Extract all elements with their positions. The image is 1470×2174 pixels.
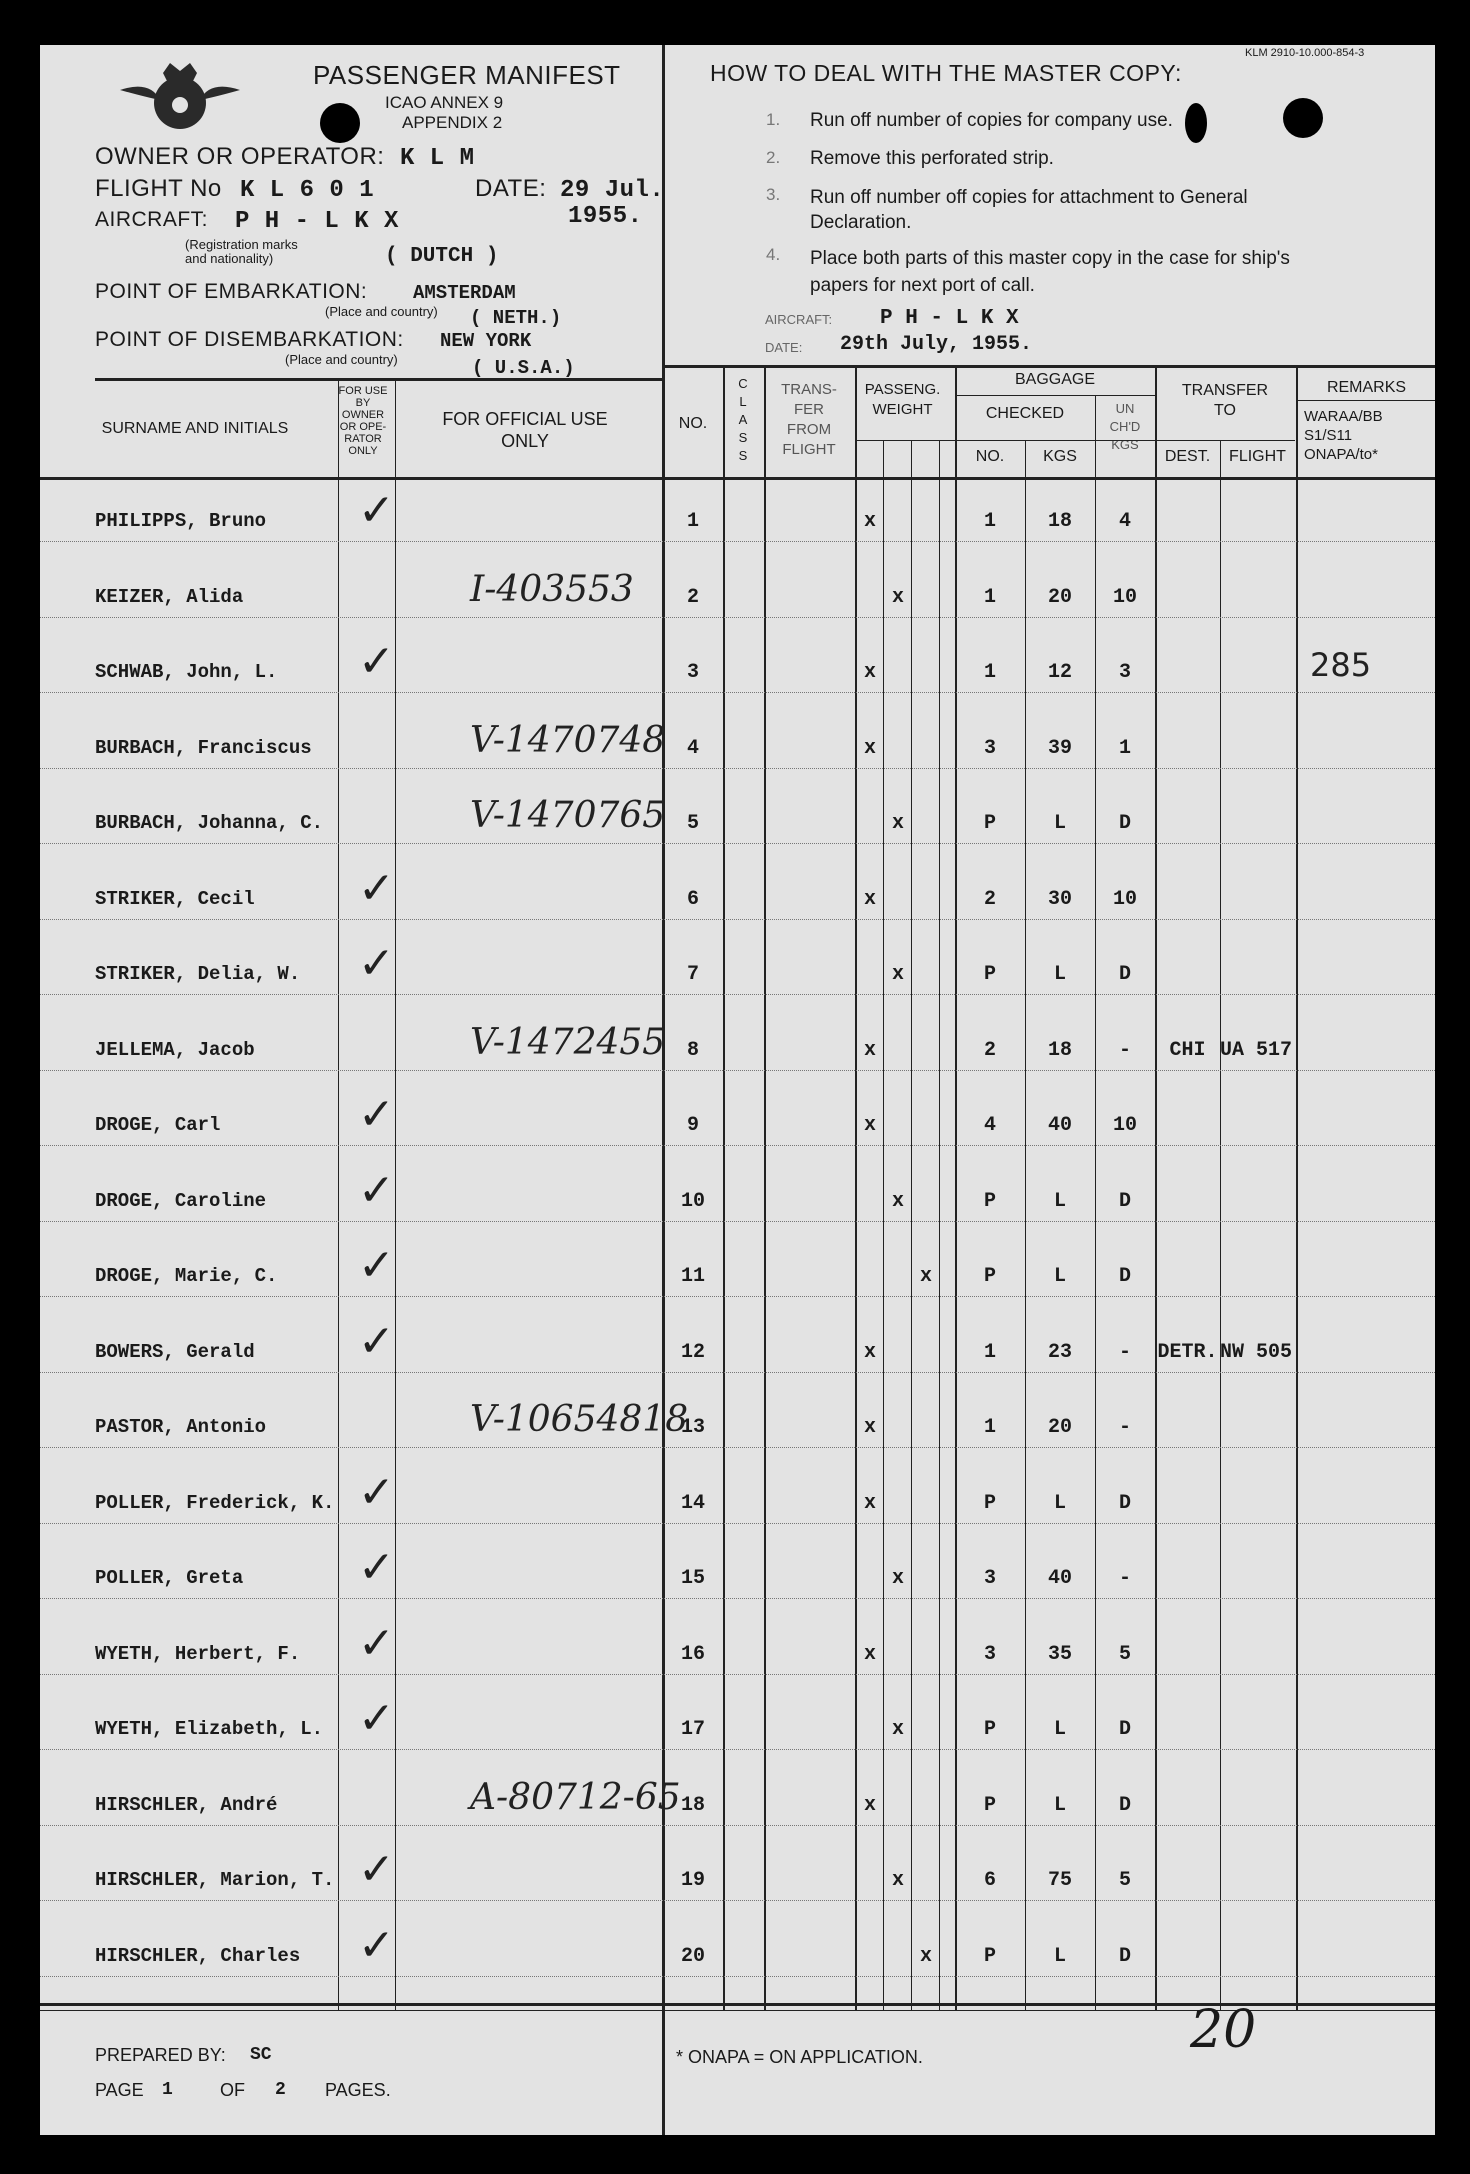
bag-count: P [983,1491,996,1515]
passenger-no: 14 [680,1491,705,1515]
unchecked-kgs: - [1118,1340,1131,1364]
bag-count: P [983,963,996,986]
passenger-no: 20 [680,1944,705,1968]
col-checked: CHECKED [985,405,1065,422]
check-mark-icon: ✓ [358,1693,395,1744]
check-mark-icon: ✓ [358,1919,395,1971]
bag-count: 1 [983,1340,996,1364]
weight-mark: x [863,1038,876,1062]
unchecked-kgs: D [1118,1793,1131,1817]
transfer-dest: CHI [1169,1038,1206,1062]
strip-aircraft-value: P H - L K X [880,307,1019,330]
punch-hole [320,103,360,143]
bag-kgs: L [1053,1718,1066,1741]
row-rule [40,994,1435,995]
passenger-name: BOWERS, Gerald [95,1340,255,1363]
weight-mark: x [863,1642,876,1666]
official-number: I-403553 [470,568,634,610]
passenger-no: 17 [680,1718,705,1741]
transfer-flight: NW 505 [1220,1340,1293,1364]
col-remarks: REMARKS [1326,379,1407,396]
instruction-number: 3. [766,185,781,204]
unchecked-kgs: D [1118,812,1131,835]
column-line [1296,365,1298,2010]
col-flight: FLIGHT [1229,448,1286,465]
bag-count: 1 [983,661,996,684]
unchecked-kgs: - [1118,1567,1131,1590]
column-line [1220,440,1221,2010]
row-rule [40,919,1435,920]
passenger-name: DROGE, Marie, C. [95,1265,278,1287]
weight-mark: x [863,1114,876,1137]
bag-kgs: 75 [1047,1869,1072,1892]
unchecked-kgs: 3 [1118,661,1131,684]
date-year: 1955. [568,203,643,230]
weight-mark: x [863,1340,876,1364]
row-rule [40,1674,1435,1675]
remark-value: 285 [1310,646,1372,684]
bag-kgs: 20 [1047,585,1072,609]
row-rule [40,617,1435,618]
check-mark-icon: ✓ [358,485,395,536]
unchecked-kgs: D [1118,1944,1131,1968]
weight-mark: x [891,1567,904,1590]
onapa-note: * ONAPA = ON APPLICATION. [676,2047,923,2067]
passenger-name: HIRSCHLER, Charles [95,1944,301,1967]
flight-label: FLIGHT No [95,175,222,202]
manifest-title: PASSENGER MANIFEST [313,60,621,90]
header-rule [95,378,663,381]
passenger-name: KEIZER, Alida [95,585,244,608]
appendix-label: APPENDIX 2 [402,113,503,132]
weight-mark: x [891,1869,904,1892]
passenger-name: JELLEMA, Jacob [95,1038,255,1061]
weight-mark: x [863,736,876,760]
bag-count: P [983,1793,996,1817]
row-rule [40,1900,1435,1901]
bag-count: 4 [983,1114,996,1137]
passenger-no: 12 [680,1340,705,1364]
bag-kgs: 20 [1047,1416,1072,1439]
passenger-no: 10 [680,1189,705,1213]
date-label: DATE: [475,175,547,202]
baggage-subrule [955,395,1155,396]
strip-aircraft-label: AIRCRAFT: [765,312,833,327]
bag-kgs: L [1053,1491,1066,1515]
column-line [955,365,957,2010]
weight-mark: x [863,661,876,684]
bag-count: 6 [983,1869,996,1892]
col-baggage: BAGGAGE [1014,371,1096,388]
instruction-text: Remove this perforated strip. [810,148,1054,169]
passenger-no: 15 [680,1567,705,1590]
bag-count: 2 [983,1038,996,1062]
passenger-no: 1 [686,510,699,533]
bag-kgs: L [1053,812,1066,835]
unchecked-kgs: D [1118,1189,1131,1213]
row-rule [40,1145,1435,1146]
bag-kgs: 18 [1047,510,1072,533]
instruction-number: 4. [766,245,781,264]
weight-mark: x [891,963,904,986]
passenger-no: 19 [680,1869,705,1892]
col-official: FOR OFFICIAL USE ONLY [442,409,608,451]
col-passeng-weight: PASSENG. WEIGHT [864,381,941,418]
prepared-value: SC [250,2045,272,2065]
unchecked-kgs: 5 [1118,1869,1131,1892]
transfer-subrule [1155,440,1295,441]
official-number: V-1470765 [470,795,666,836]
handwritten-total: 20 [1190,2000,1257,2060]
check-mark-icon: ✓ [358,1089,395,1140]
row-rule [40,1598,1435,1599]
passenger-no: 6 [686,887,699,911]
official-number: V-10654818 [470,1399,689,1440]
passenger-name: POLLER, Greta [95,1567,244,1589]
passenger-no: 5 [686,812,699,835]
embark-country: ( NETH.) [470,307,562,329]
baggage-subrule [855,440,1155,441]
bag-kgs: 35 [1047,1642,1072,1666]
check-mark-icon: ✓ [358,1542,395,1593]
bag-kgs: L [1053,1944,1066,1968]
row-rule [40,843,1435,844]
page-number: 1 [162,2080,173,2100]
unchecked-kgs: 10 [1112,1114,1137,1137]
aircraft-value: P H - L K X [235,208,399,235]
check-mark-icon: ✓ [358,1617,395,1669]
strip-date-value: 29th July, 1955. [840,333,1033,356]
unchecked-kgs: D [1118,963,1131,986]
passenger-no: 16 [680,1642,705,1666]
bag-kgs: L [1053,1793,1066,1817]
col-surname: SURNAME AND INITIALS [101,420,289,437]
passenger-name: POLLER, Frederick, K. [95,1491,335,1514]
aircraft-label: AIRCRAFT: [95,208,209,231]
official-number: A-80712-65 [470,1776,681,1818]
manifest-sheet [40,45,1435,2135]
weight-mark: x [891,585,904,609]
weight-mark: x [863,1793,876,1817]
col-bag-no: NO. [975,448,1005,465]
pages-label: PAGES. [325,2080,391,2100]
header-rule [662,365,1435,368]
col-dest: DEST. [1164,448,1211,465]
date-value: 29 Jul. [560,177,665,204]
strip-date-label: DATE: [765,340,803,355]
passenger-name: HIRSCHLER, André [95,1793,278,1816]
weight-mark: x [919,1944,932,1968]
form-code: KLM 2910-10.000-854-3 [1245,47,1365,59]
column-line [395,380,396,2010]
passenger-no: 18 [680,1793,705,1817]
bag-count: 2 [983,887,996,911]
bag-kgs: 39 [1047,736,1072,760]
bag-count: P [983,1189,996,1213]
disembark-country: ( U.S.A.) [472,357,575,379]
embark-place-note: (Place and country) [325,304,438,319]
bag-kgs: 12 [1047,661,1072,684]
bag-count: 1 [983,510,996,533]
bag-kgs: 18 [1047,1038,1072,1062]
row-rule [40,1976,1435,1977]
passenger-name: PHILIPPS, Bruno [95,510,267,532]
passenger-name: SCHWAB, John, L. [95,661,278,683]
row-rule [40,1372,1435,1373]
passenger-name: STRIKER, Cecil [95,887,255,910]
embark-label: POINT OF EMBARKATION: [95,280,368,303]
column-header-rule [40,477,1435,480]
nationality-value: ( DUTCH ) [385,245,499,268]
unchecked-kgs: 1 [1118,736,1131,760]
unchecked-kgs: D [1118,1718,1131,1741]
row-rule [40,1825,1435,1826]
passenger-name: STRIKER, Delia, W. [95,963,301,985]
col-no: NO. [678,415,708,432]
page-total: 2 [275,2080,286,2100]
owner-value: K L M [400,145,475,172]
passenger-name: BURBACH, Johanna, C. [95,812,324,834]
passenger-name: HIRSCHLER, Marion, T. [95,1869,335,1891]
of-label: OF [220,2080,245,2100]
transfer-flight: UA 517 [1220,1038,1293,1062]
weight-mark: x [863,1416,876,1439]
unchecked-kgs: - [1118,1038,1131,1062]
col-unchecked: UN CH'D KGS [1109,401,1141,452]
column-line [1155,365,1157,2010]
official-number: V-1470748 [470,719,666,761]
unchecked-kgs: 10 [1112,887,1137,911]
disembark-label: POINT OF DISEMBARKATION: [95,328,404,351]
bag-count: P [983,1718,996,1741]
row-rule [40,1070,1435,1071]
punch-hole [1283,98,1323,138]
column-line [911,440,912,2010]
check-mark-icon: ✓ [358,938,395,989]
passenger-no: 3 [686,661,699,684]
col-transfer-from: TRANS- FER FROM FLIGHT [781,381,837,458]
punch-hole [1185,103,1207,143]
bag-count: P [983,1944,996,1968]
instruction-text: Place both parts of this master copy in the case for ship's papers for next port of call. [810,248,1290,296]
bag-count: 1 [983,1416,996,1439]
instructions-title: HOW TO DEAL WITH THE MASTER COPY: [710,60,1182,86]
bag-count: P [983,1265,996,1288]
passenger-no: 2 [686,585,699,609]
klm-crown-logo [115,55,245,135]
unchecked-kgs: - [1118,1416,1131,1439]
weight-mark: x [919,1265,932,1288]
weight-mark: x [891,1718,904,1741]
bag-count: P [983,812,996,835]
transfer-dest: DETR. [1157,1340,1218,1364]
column-line [764,365,766,2010]
check-mark-icon: ✓ [358,1844,395,1895]
check-mark-icon: ✓ [358,862,395,914]
perforation-line [662,45,665,2135]
passenger-no: 8 [686,1038,699,1062]
col-for-use: FOR USE BY OWNER OR OPE- RATOR ONLY [338,385,388,457]
disembark-place-note: (Place and country) [285,352,398,367]
check-mark-icon: ✓ [358,1240,395,1291]
bag-kgs: 23 [1047,1340,1072,1364]
owner-label: OWNER OR OPERATOR: [95,143,385,170]
unchecked-kgs: 5 [1118,1642,1131,1666]
embark-value: AMSTERDAM [413,282,516,304]
weight-mark: x [863,1491,876,1515]
registration-note: (Registration marks and nationality) [185,237,298,266]
bag-kgs: L [1053,1265,1066,1288]
instruction-number: 1. [766,110,781,129]
bag-kgs: L [1053,1189,1066,1213]
bag-count: 1 [983,585,996,609]
row-rule [40,541,1435,542]
row-rule [40,692,1435,693]
row-rule [40,1749,1435,1750]
column-line [338,380,339,2010]
bag-count: 3 [983,1642,996,1666]
passenger-name: DROGE, Carl [95,1114,221,1136]
bag-kgs: 40 [1047,1567,1072,1590]
row-rule [40,1296,1435,1297]
unchecked-kgs: 10 [1112,585,1137,609]
weight-mark: x [891,1189,904,1213]
bag-count: 3 [983,736,996,760]
flight-value: K L 6 0 1 [240,177,375,204]
official-number: V-1472455 [470,1021,666,1063]
row-rule [40,1447,1435,1448]
bag-kgs: 30 [1047,887,1072,911]
passenger-no: 7 [686,963,699,986]
col-bag-kgs: KGS [1043,448,1077,465]
instruction-text: Run off number off copies for attachment to General Declaration. [810,187,1248,233]
col-class: C L A S S [738,376,748,463]
column-line [855,365,857,2010]
prepared-label: PREPARED BY: [95,2045,226,2065]
remarks-subrule [1298,400,1435,401]
row-rule [40,768,1435,769]
column-line [723,365,725,2010]
passenger-name: BURBACH, Franciscus [95,736,312,759]
passenger-no: 11 [680,1265,705,1288]
page-label: PAGE [95,2080,144,2100]
row-rule [40,1523,1435,1524]
passenger-name: DROGE, Caroline [95,1189,267,1212]
check-mark-icon: ✓ [358,1315,395,1367]
passenger-name: WYETH, Herbert, F. [95,1642,301,1665]
instruction-text: Run off number of copies for company use. [810,110,1173,131]
passenger-no: 13 [680,1416,705,1439]
passenger-name: WYETH, Elizabeth, L. [95,1718,324,1740]
unchecked-kgs: 4 [1118,510,1131,533]
unchecked-kgs: D [1118,1265,1131,1288]
col-remarks-sub: WARAA/BB S1/S11 ONAPA/to* [1304,408,1383,463]
annex-label: ICAO ANNEX 9 [385,93,504,112]
bag-kgs: 40 [1047,1114,1072,1137]
column-line [939,440,940,2010]
weight-mark: x [863,887,876,911]
instruction-number: 2. [766,148,781,167]
check-mark-icon: ✓ [358,636,395,687]
col-transfer-to: TRANSFER TO [1181,382,1269,419]
passenger-no: 4 [686,736,699,760]
disembark-value: NEW YORK [440,330,532,352]
weight-mark: x [891,812,904,835]
check-mark-icon: ✓ [358,1466,395,1518]
weight-mark: x [863,510,876,533]
bag-count: 3 [983,1567,996,1590]
row-rule [40,1221,1435,1222]
bag-kgs: L [1053,963,1066,986]
unchecked-kgs: D [1118,1491,1131,1515]
check-mark-icon: ✓ [358,1164,395,1216]
passenger-name: PASTOR, Antonio [95,1416,267,1438]
passenger-no: 9 [686,1114,699,1137]
